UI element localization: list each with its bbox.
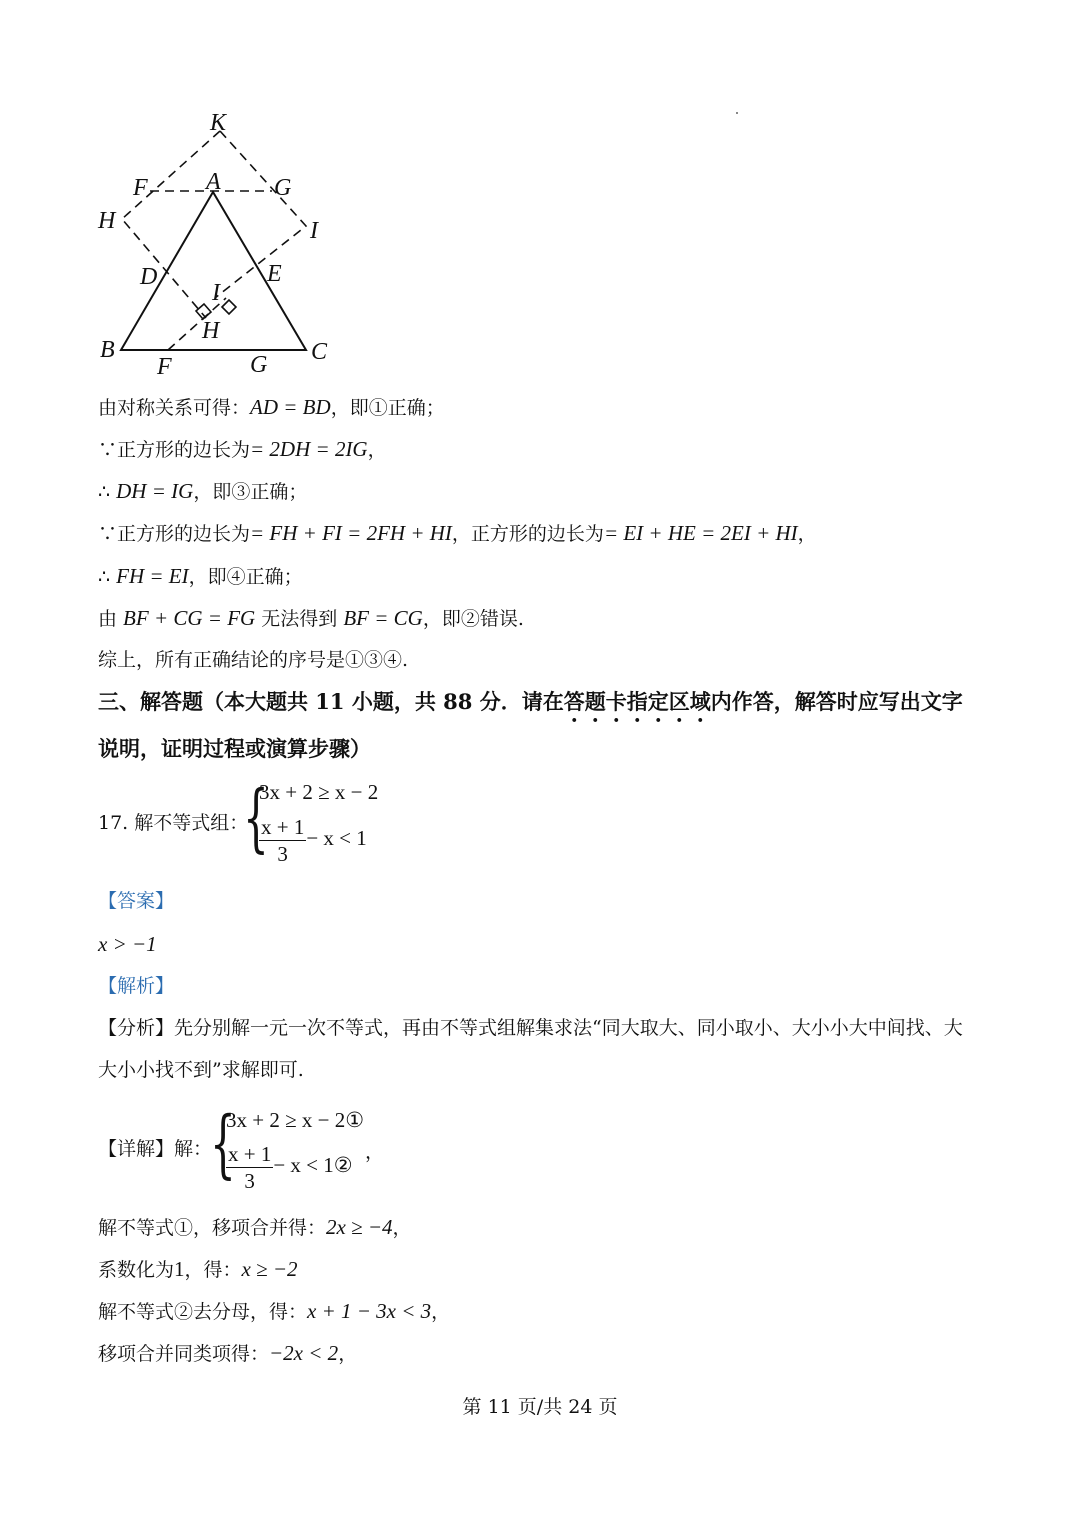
square-khdi-left [122, 131, 220, 318]
solution-line-6: 由 BF + CG = FG 无法得到 BF = CG，即②错误. [98, 606, 524, 630]
problem-label: 17. 解不等式组： [98, 812, 249, 834]
label-h-left: H [98, 208, 116, 234]
page-footer: 第 11 页/共 24 页 [462, 1396, 618, 1418]
inequality-1: 3x + 2 ≥ x − 2 [259, 780, 379, 804]
label-b: B [100, 337, 115, 363]
right-angle-mark-i [222, 300, 236, 314]
section-heading: 三、解答题（本大题共 11 小题，共 88 分．请在答题卡指定区域内作答，解答时应写出文字 [98, 689, 963, 714]
solution-conclusion: 综上，所有正确结论的序号是①③④. [98, 649, 409, 671]
section-heading-line-2: 说明，证明过程或演算步骤） [98, 736, 371, 761]
label-c: C [311, 339, 328, 365]
label-f-top: F [133, 175, 148, 201]
inequality-detail-2: $\frac{x + 1}{3}$ − x < 1② [228, 1142, 353, 1193]
label-e: E [267, 261, 282, 287]
geometry-figure [90, 100, 350, 390]
label-a: A [206, 169, 221, 195]
label-h-mid: H [202, 318, 220, 344]
label-k: K [210, 110, 227, 136]
label-g-top: G [274, 175, 292, 201]
label-i-right: I [310, 218, 318, 244]
answer-value: x > −1 [98, 932, 157, 956]
label-g-bottom: G [250, 352, 268, 378]
analysis-line-1: 【分析】先分别解一元一次不等式，再由不等式组解集求法“同大取大、同小取小、大小小大中间找、大 [98, 1017, 963, 1039]
system-comma: ， [365, 1141, 385, 1163]
label-i-mid: I [212, 280, 220, 306]
scan-mark [736, 112, 738, 114]
step-4: 移项合并同类项得：−2x < 2， [98, 1341, 358, 1365]
label-d: D [140, 264, 158, 290]
step-3: 解不等式②去分母，得：x + 1 − 3x < 3， [98, 1299, 451, 1323]
solution-line-1: 由对称关系可得：AD = BD，即①正确； [98, 395, 445, 419]
analysis-tag: 【解析】 [98, 975, 175, 997]
step-2: 系数化为1，得：x ≥ −2 [98, 1257, 298, 1281]
brace-icon: { [243, 775, 269, 861]
answer-tag: 【答案】 [98, 890, 175, 912]
solution-line-5: ∴ FH = EI，即④正确； [98, 564, 303, 588]
solution-line-3: ∴ DH = IG，即③正确； [98, 479, 308, 503]
inequality-detail-1: 3x + 2 ≥ x − 2① [226, 1108, 365, 1132]
solution-line-4: ∵正方形的边长为= FH + FI = 2FH + HI，正方形的边长为= EI + HE = 2EI + HI， [98, 521, 817, 545]
inequality-2: $\frac{x + 1}{3}$ − x < 1 [261, 815, 367, 866]
brace-icon: { [210, 1101, 236, 1187]
detail-label: 【详解】解： [98, 1138, 213, 1160]
right-angle-mark-h [196, 304, 211, 319]
solution-line-2: ∵正方形的边长为= 2DH = 2IG， [98, 437, 387, 461]
label-f-bottom: F [157, 354, 172, 380]
analysis-line-2: 大小小找不到”求解即可. [98, 1059, 304, 1081]
step-1: 解不等式①，移项合并得：2x ≥ −4， [98, 1215, 412, 1239]
emphasized-text: 答题卡指定区域 [563, 689, 711, 714]
